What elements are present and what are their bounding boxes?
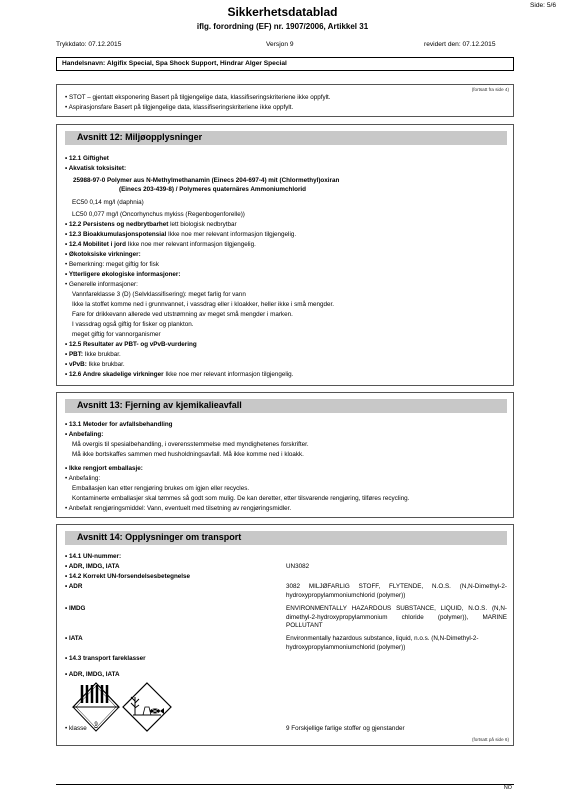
s12-very-toxic: meget giftig for vannorganismer [72, 331, 161, 338]
s14-imdg-label: • IMDG [65, 605, 86, 612]
s12-toxicity: • 12.1 Giftighet [65, 155, 109, 162]
s14-class-value: 9 Forskjellige farlige stoffer og gjenstander [286, 725, 405, 732]
label: • vPvB: [65, 361, 87, 368]
value: lett biologisk nedbrytbar [168, 221, 237, 228]
s14-iata-label: • IATA [65, 635, 83, 642]
value: Ikke brukbar. [86, 361, 125, 368]
s12-aquatic: • Akvatisk toksisitet: [65, 165, 127, 172]
continuation-box [56, 84, 514, 117]
section-12 [56, 124, 514, 386]
label: • 12.4 Mobilitet i jord [65, 241, 126, 248]
label: • 12.6 Andre skadelige virkninger [65, 371, 164, 378]
s14-un-value: UN3082 [286, 563, 310, 570]
s13-methods: • 13.1 Metoder for avfallsbehandling [65, 421, 173, 428]
s12-persistence [65, 221, 507, 229]
s14-adr-imdg-iata: • ADR, IMDG, IATA [65, 671, 120, 678]
s13-recommendation: • Anbefaling: [65, 431, 104, 438]
section-13 [56, 392, 514, 518]
s13-no-household: Må ikke bortskaffes sammen med husholdningsavfall. Må ikke komme ned i kloakk. [72, 451, 304, 458]
section-14 [56, 524, 514, 746]
s12-pbt [65, 351, 507, 359]
s12-remark: • Bemerkning: meget giftig for fisk [65, 261, 159, 268]
s13-uncleaned-packaging: • Ikke rengjort emballasje: [65, 465, 143, 472]
environment-hazard-icon [123, 683, 171, 731]
s12-substance-2: (Einecs 203-439-8) / Polymeres quaternäres Ammoniumchlorid [119, 186, 306, 193]
value: Ikke noe mer relevant informasjon tilgjengelig. [166, 231, 297, 238]
section-14-heading: Avsnitt 14: Opplysninger om transport [65, 531, 507, 545]
revised-date: revidert den: 07.12.2015 [424, 41, 496, 48]
s13-reuse: Emballasjen kan etter rengjøring brukes om igjen eller recycles. [72, 485, 250, 492]
s12-pbt-assessment: • 12.5 Resultater av PBT- og vPvB-vurdering [65, 341, 197, 348]
s12-vpvb [65, 361, 507, 369]
s12-further-eco: • Ytterligere økologiske informasjoner: [65, 271, 181, 278]
s14-shipping-name: • 14.2 Korrekt UN-forsendelsesbetegnelse [65, 573, 191, 580]
s14-imdg-value: ENVIRONMENTALLY HAZARDOUS SUBSTANCE, LIQUID, N.O.S. (N,N-dimethyl-2-hydroxypropylammonium chloride (polymer)), MARINE POLLUTANT [286, 605, 507, 629]
trade-name: Handelsnavn: Algifix Special, Spa Shock Support, Hindrar Alger Special [56, 57, 514, 71]
value: Ikke noe mer relevant informasjon tilgjengelig. [125, 241, 256, 248]
s14-adr-value: 3082 MILJØFARLIG STOFF, FLYTENDE, N.O.S. (N,N-Dimethyl-2-hydroxypropylammoniumchlorid (polymer)) [286, 583, 507, 599]
value: Ikke noe mer relevant informasjon tilgjengelig. [163, 371, 294, 378]
document-title: Sikkerhetsdatablad [227, 5, 338, 19]
s12-mobility [65, 241, 507, 249]
s12-drinking-water: Fare for drikkevann allerede ved utstrømning av meget små mengder i marken. [72, 311, 293, 318]
s12-substance-1: 25988-97-0 Polymer aus N-Methylmethanamin (Einecs 204-697-4) mit (Chlormethyl)oxiran [73, 177, 340, 184]
s12-groundwater: Ikke la stoffet komme ned i grunnvannet, i vassdrag eller i kloakker, heller ikke i små mengder. [72, 301, 335, 308]
s13-contaminated: Kontaminerte emballasjer skal tømmes så godt som mulig. De kan deretter, etter tilsvarende rengjøring, tilføres recycling. [72, 495, 410, 502]
s12-fish-plankton: I vassdrag også giftig for fisker og plankton. [72, 321, 194, 328]
value: Ikke brukbar. [82, 351, 121, 358]
s12-lc50: LC50 0,077 mg/l (Oncorhynchus mykiss (Regenbogenforelle)) [72, 211, 245, 218]
footer-rule [56, 784, 514, 785]
continued-on-note: (fortsatt på side 6) [471, 737, 509, 742]
version: Versjon 9 [266, 41, 294, 48]
country-code: NO [503, 785, 512, 791]
s13-cleaning-agent: • Anbefalt rengjøringsmiddel: Vann, eventuelt med tilsetning av rengjøringsmidler. [65, 505, 292, 512]
section-12-heading: Avsnitt 12: Miljøopplysninger [65, 131, 507, 145]
s14-iata-value: Environmentally hazardous substance, liquid, n.o.s. (N,N-Dimethyl-2-hydroxypropylammoniumchlorid (polymer)) [286, 635, 479, 651]
label: • 12.2 Persistens og nedbrytbarhet [65, 221, 169, 228]
s14-adr-label: • ADR [65, 583, 83, 590]
label: • 12.3 Bioakkumulasjonspotensial [65, 231, 167, 238]
stot-line: • STOT – gjentatt eksponering Basert på tilgjengelige data, klassifiseringskriteriene ikke oppfylt. [65, 94, 331, 101]
s12-general: • Generelle informasjoner: [65, 281, 138, 288]
section-13-heading: Avsnitt 13: Fjerning av kjemikalieavfall [65, 399, 507, 413]
s12-ecotox: • Økotoksiske virkninger: [65, 251, 141, 258]
continued-from-note: (fortsatt fra side 4) [471, 87, 509, 92]
s14-un-number: • 14.1 UN-nummer: [65, 553, 122, 560]
s14-class-label: • klasse [65, 725, 87, 732]
print-date: Trykkdato: 07.12.2015 [56, 41, 122, 48]
class-9-diamond-icon [73, 683, 119, 731]
s13-recommendation-2: • Anbefaling: [65, 475, 101, 482]
s12-other-effects [65, 371, 507, 379]
label: • PBT: [65, 351, 83, 358]
aspiration-line: • Aspirasjonsfare Basert på tilgjengelige data, klassifiseringskriteriene ikke oppfylt. [65, 104, 294, 111]
page-number: Side: 5/6 [529, 2, 556, 9]
s14-un-label: • ADR, IMDG, IATA [65, 563, 120, 570]
s12-water-class: Vannfareklasse 3 (D) (Selvklassifisering): meget farlig for vann [72, 291, 246, 298]
document-subtitle: iflg. forordning (EF) nr. 1907/2006, Artikkel 31 [196, 22, 369, 31]
s12-ec50: EC50 0,14 mg/l (daphnia) [72, 199, 144, 206]
class-9-digit: 9 [94, 722, 98, 728]
s12-bioaccumulation [65, 231, 507, 239]
s13-special-treatment: Må overgis til spesialbehandling, i overensstemmelse med myndighetenes forskrifter. [72, 441, 309, 448]
s14-hazard-classes: • 14.3 transport fareklasser [65, 655, 146, 662]
